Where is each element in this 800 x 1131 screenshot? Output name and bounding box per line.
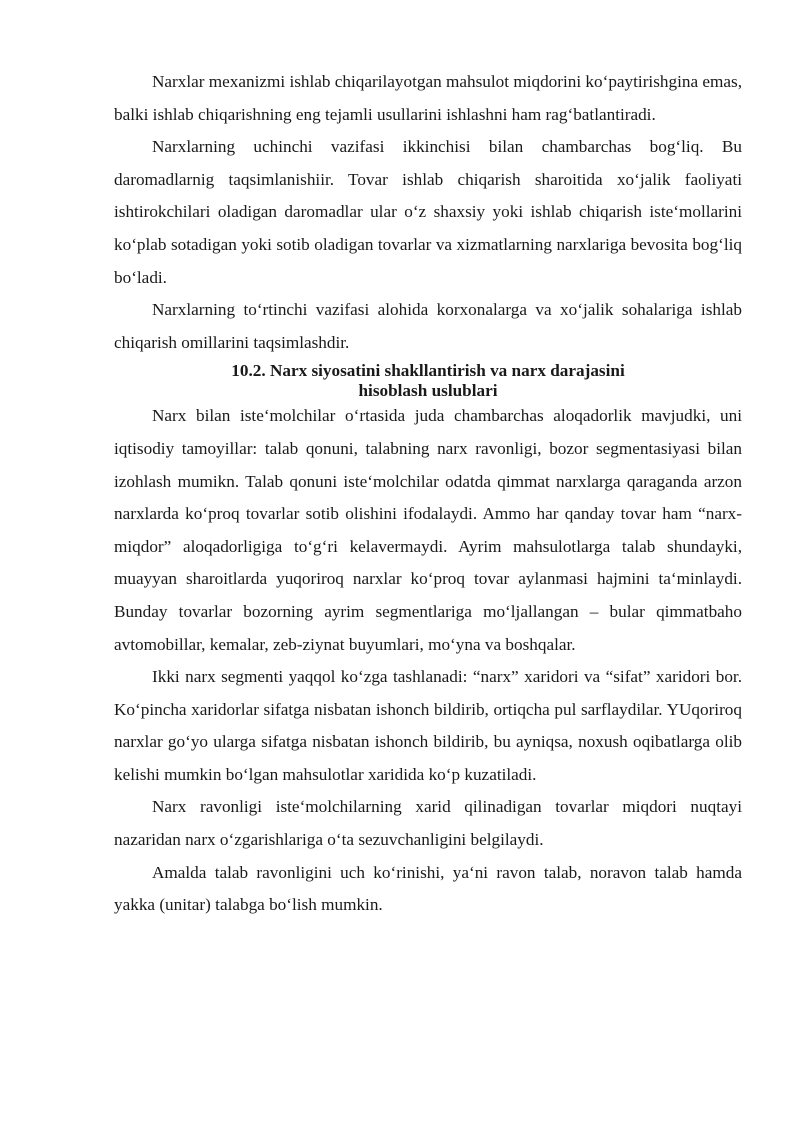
paragraph-demand-types: Amalda talab ravonligini uch ko‘rinishi, ya‘ni ravon talab, noravon talab hamda yakka (unitar) talabga bo‘lish mumkin. — [114, 862, 742, 915]
paragraph-price-segments: Ikki narx segmenti yaqqol ko‘zga tashlanadi: “narx” xaridori va “sifat” xaridori bor. Ko‘pincha xaridorlar sifatga nisbatan ishonch bildirib, ortiqcha pul sarflaydilar. YUqoriroq narxlar go‘yo ularga sifatga nisbatan ishonch bildirib, bu ayniqsa, noxush oqibatlarga olib kelishi mumkin bo‘lgan mahsulotlar xaridida ko‘p kuzatiladi. — [114, 667, 742, 784]
paragraph-fourth-function: Narxlarning to‘rtinchi vazifasi alohida korxonalarga va xo‘jalik sohalariga ishlab chiqarish omillarini taqsimlashdir. — [114, 300, 742, 352]
paragraph-third-function: Narxlarning uchinchi vazifasi ikkinchisi bilan chambarchas bog‘liq. Bu daromadlarnig taqsimlanishiir. Tovar ishlab chiqarish sharoitida xo‘jalik faoliyati ishtirokchilari oladigan daromadlar ular o‘z shaxsiy yoki ishlab chiqarish iste‘mollarini ko‘plab sotadigan yoki sotib oladigan tovarlar va xizmatlarning narxlariga bevosita bog‘liq bo‘ladi. — [114, 137, 742, 287]
section-heading — [114, 361, 742, 400]
paragraph-price-mechanism: Narxlar mexanizmi ishlab chiqarilayotgan mahsulot miqdorini ko‘paytirishgina emas, balki ishlab chiqarishning eng tejamli usullarini ishlashni ham rag‘batlantiradi. — [114, 72, 742, 124]
paragraph-price-elasticity: Narx ravonligi iste‘molchilarning xarid qilinadigan tovarlar miqdori nuqtayi nazaridan narx o‘zgarishlariga o‘ta sezuvchanligini belgilaydi. — [114, 797, 742, 850]
paragraph-price-consumers: Narx bilan iste‘molchilar o‘rtasida juda chambarchas aloqadorlik mavjudki, uni iqtisodiy tamoyillar: talab qonuni, talabning narx ravonligi, bozor segmentasiyasi bilan izohlash mumikn. Talab qonuni iste‘molchilar odatda qimmat narxlarga qaraganda arzon narxlarda ko‘proq tovarlar sotib olishini ifodalaydi. Ammo har qanday tovar ham “narx-miqdor” aloqadorligiga to‘g‘ri kelavermaydi. Ayrim mahsulotlarga talab shundayki, muayyan sharoitlarda yuqoriroq narxlar ko‘proq tovar aylanmasi hajmini ta‘minlaydi. Bunday tovarlar bozorning ayrim segmentlariga mo‘ljallangan – bular qimmatbaho avtomobillar, kemalar, zeb-ziynat buyumlari, mo‘yna va boshqalar. — [114, 406, 742, 654]
document-page — [114, 66, 742, 922]
section-heading-line1: 10.2. Narx siyosatini shakllantirish va narx darajasini — [231, 361, 625, 381]
section-heading-line2: hisoblash uslublari — [358, 380, 498, 400]
